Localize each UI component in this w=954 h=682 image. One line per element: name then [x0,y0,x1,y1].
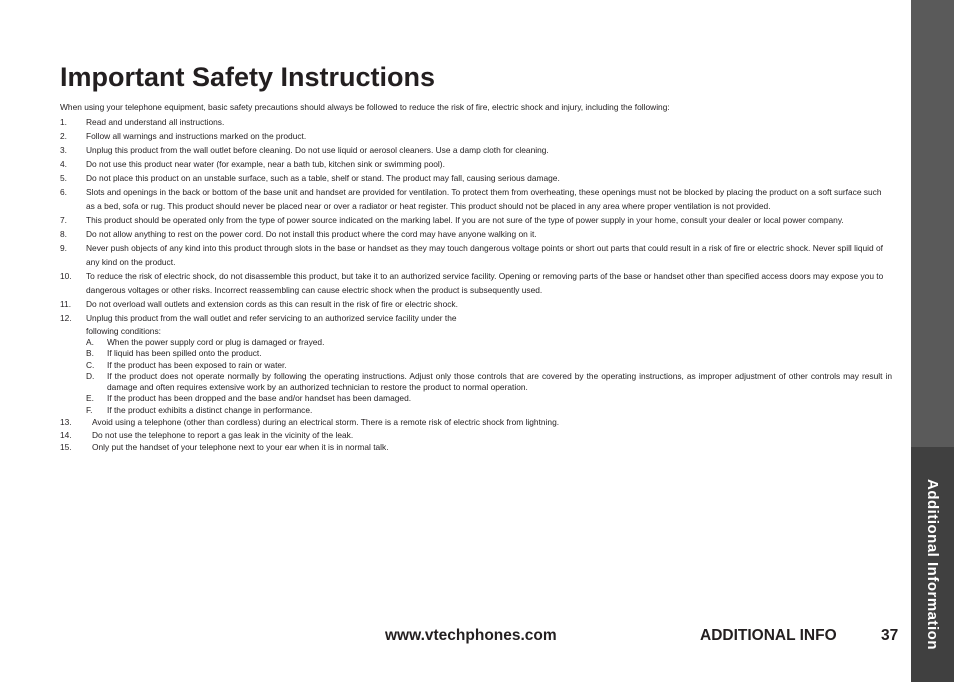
item-text: This product should be operated only from the type of power source indicated on the marking label. If you are not sure of the type of power supply in your home, consult your dealer or local power company. [86,215,844,225]
item-text: To reduce the risk of electric shock, do not disassemble this product, but take it to an authorized service facility. Opening or removing parts of the base or handset other than specified access doors may expose you to dangerous voltages or other risks. Incorrect reassembling can cause electric shock when the product is subsequently used. [86,271,884,295]
condition-letter: B. [86,348,94,359]
item-number: 6. [60,187,67,197]
item-number: 7. [60,215,67,225]
item-number: 11. [60,299,72,309]
list-item [60,441,892,454]
footer-section-name: ADDITIONAL INFO [700,627,837,644]
list-item [60,185,892,213]
page-title: Important Safety Instructions [60,62,436,92]
item-number: 15. [60,442,72,453]
item-text: Avoid using a telephone (other than cordless) during an electrical storm. There is a remote risk of electric shock from lightning. [92,417,560,428]
condition-text: If the product has been exposed to rain or water. [107,359,287,370]
condition-text: If the product has been dropped and the base and/or handset has been damaged. [107,393,412,404]
condition-item [86,371,892,394]
list-item [60,115,892,129]
list-item [60,311,892,416]
conditions-list [86,337,892,416]
condition-item [86,405,892,416]
condition-item [86,360,892,371]
condition-text: When the power supply cord or plug is damaged or frayed. [107,337,325,347]
item-text: Follow all warnings and instructions marked on the product. [86,131,307,141]
item-number: 2. [60,131,67,141]
item-text: Read and understand all instructions. [86,117,225,127]
list-item [60,227,892,241]
condition-item [86,393,892,404]
list-item [60,129,892,143]
condition-text: If the product does not operate normally by following the operating instructions. Adjust only those controls that are covered by the operating instructions, as improper adjustment of other controls may result in damage and often requires extensive work by an authorized technician to restore the product to normal operation. [107,370,892,393]
list-item [60,213,892,227]
item-text: Do not overload wall outlets and extension cords as this can result in the risk of fire or electric shock. [86,299,458,309]
condition-letter: D. [86,370,95,381]
list-item [60,171,892,185]
condition-letter: E. [86,393,94,404]
item-text: Only put the handset of your telephone next to your ear when it is in normal talk. [92,442,389,453]
item-text: Never push objects of any kind into this product through slots in the base or handset as they may touch dangerous voltage points or short out parts that could result in a risk of fire or electric shock. Never spill liquid of any kind on the product. [86,243,883,267]
item-text: Do not use this product near water (for example, near a bath tub, kitchen sink or swimming pool). [86,159,445,169]
intro-text: When using your telephone equipment, basic safety precautions should always be followed to reduce the risk of fire, electric shock and injury, including the following: [60,102,670,112]
item-number: 1. [60,117,67,127]
conditions-intro: following conditions: [86,326,161,336]
list-item [60,241,892,269]
condition-item [86,348,892,359]
list-item [60,269,892,297]
list-item [60,143,892,157]
section-tab-label: Additional Information [924,479,941,650]
condition-letter: F. [86,404,93,415]
condition-text: If liquid has been spilled onto the product. [107,348,262,359]
item-text: Do not use the telephone to report a gas leak in the vicinity of the leak. [92,429,354,440]
safety-instructions-list [60,115,892,454]
footer-website-url: www.vtechphones.com [385,627,557,644]
item-text: Do not allow anything to rest on the power cord. Do not install this product where the cord may have anyone walking on it. [86,229,537,239]
list-item [60,416,892,429]
item-number: 4. [60,159,67,169]
item-number: 8. [60,229,67,239]
page-number: 37 [881,627,899,644]
condition-item [86,337,892,348]
item-number: 9. [60,243,67,253]
item-number: 3. [60,145,67,155]
item-number: 10. [60,271,72,281]
list-item [60,157,892,171]
item-number: 13. [60,417,72,428]
item-text: Do not place this product on an unstable surface, such as a table, shelf or stand. The product may fall, causing serious damage. [86,173,560,183]
item-text: Unplug this product from the wall outlet before cleaning. Do not use liquid or aerosol cleaners. Use a damp cloth for cleaning. [86,145,549,155]
list-item [60,297,892,311]
item-text: Slots and openings in the back or bottom of the base unit and handset are provided for ventilation. To protect them from overheating, these openings must not be blocked by placing the product on a soft surface such as a bed, sofa or rug. This product should never be placed near or over a radiator or heat register. This product should not be placed in any area where proper ventilation is not provided. [86,187,882,211]
list-item [60,429,892,442]
condition-text: If the product exhibits a distinct change in performance. [107,404,313,415]
item-number: 14. [60,429,72,440]
item-text: Unplug this product from the wall outlet and refer servicing to an authorized service facility under the [86,313,457,323]
item-number: 12. [60,313,72,323]
condition-letter: C. [86,359,95,370]
item-number: 5. [60,173,67,183]
condition-letter: A. [86,337,94,347]
